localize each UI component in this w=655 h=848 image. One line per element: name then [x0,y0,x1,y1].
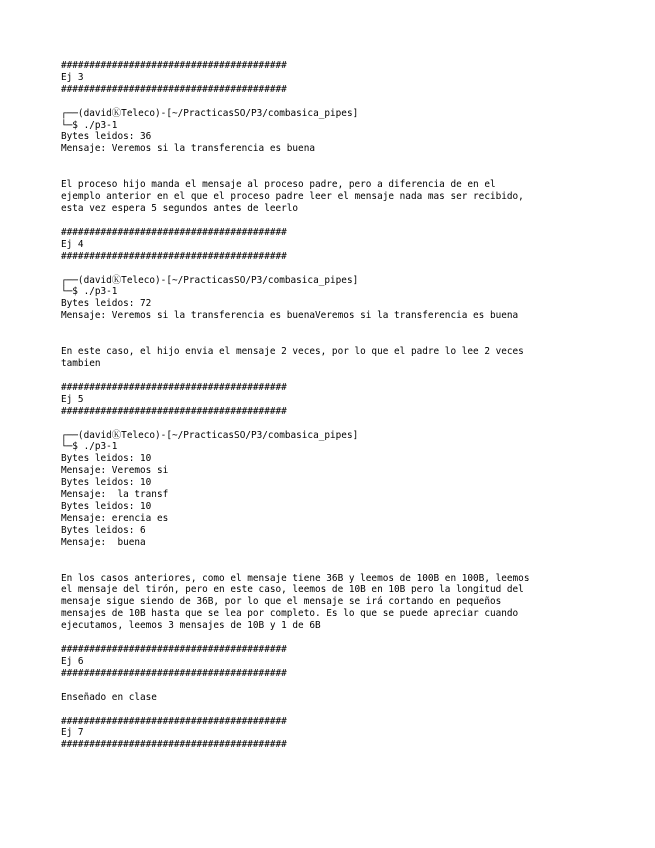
section-rule-bottom: ######################################## [61,739,287,751]
section-rule-bottom: ######################################## [61,405,287,417]
terminal-output-line: Mensaje: Veremos si la transferencia es buena [61,143,315,155]
section-title: Ej 6 [61,655,84,667]
section-rule-top: ######################################## [61,381,287,393]
terminal-prompt: ┌──(davidⓀTeleco)-[~/PracticasSO/P3/combasica_pipes] [61,274,359,286]
explanation-paragraph [61,573,621,632]
paragraph-line: mensajes de 10B hasta que se lea por completo. Es lo que se puede apreciar cuando [61,608,519,620]
terminal-output-line: Bytes leidos: 72 [61,298,152,310]
section-title: Ej 3 [61,71,84,83]
terminal-output-line: Bytes leidos: 10 [61,477,152,489]
terminal-prompt: ┌──(davidⓀTeleco)-[~/PracticasSO/P3/combasica_pipes] [61,429,359,441]
paragraph-line: ejemplo anterior en el que el proceso padre leer el mensaje nada mas ser recibido, [61,191,524,203]
paragraph-line: el mensaje del tirón, pero en este caso, leemos de 10B en 10B pero la longitud del [61,584,524,596]
terminal-prompt: ┌──(davidⓀTeleco)-[~/PracticasSO/P3/combasica_pipes] [61,107,359,119]
section-rule-top: ######################################## [61,226,287,238]
section-title: Ej 4 [61,238,84,250]
section-rule-bottom: ######################################## [61,250,287,262]
section-title: Ej 7 [61,727,84,739]
section-rule-top: ######################################## [61,60,287,71]
section-rule-top: ######################################## [61,643,287,655]
section-rule-top: ######################################## [61,715,287,727]
terminal-output-line: Mensaje: buena [61,536,146,548]
paragraph-line: En este caso, el hijo envia el mensaje 2 veces, por lo que el padre lo lee 2 veces [61,346,524,358]
section-title: Ej 5 [61,393,84,405]
terminal-command: └─$ ./p3-1 [61,286,118,298]
terminal-output-line: Bytes leidos: 10 [61,453,152,465]
terminal-output-line: Bytes leidos: 6 [61,524,146,536]
terminal-output-line: Bytes leidos: 36 [61,131,152,143]
paragraph-line: El proceso hijo manda el mensaje al proceso padre, pero a diferencia de en el [61,179,496,191]
document-page [61,60,621,751]
terminal-output-line: Mensaje: erencia es [61,512,169,524]
terminal-block [61,108,621,156]
explanation-paragraph [61,179,621,215]
paragraph-line: tambien [61,358,101,370]
paragraph-line: esta vez espera 5 segundos antes de leerlo [61,203,299,215]
terminal-command: └─$ ./p3-1 [61,441,118,453]
terminal-command: └─$ ./p3-1 [61,119,118,131]
terminal-output-line: Mensaje: Veremos si [61,465,169,477]
terminal-output-line: Bytes leidos: 10 [61,500,152,512]
section-note: Enseñado en clase [61,691,157,703]
explanation-paragraph [61,346,621,370]
paragraph-line: mensaje sigue siendo de 36B, por lo que el mensaje se irá cortando en pequeños [61,596,502,608]
paragraph-line: ejecutamos, leemos 3 mensajes de 10B y 1 de 6B [61,620,321,632]
section-rule-bottom: ######################################## [61,83,287,95]
terminal-block [61,430,621,549]
section-rule-bottom: ######################################## [61,667,287,679]
terminal-output-line: Mensaje: la transf [61,489,169,501]
paragraph-line: En los casos anteriores, como el mensaje tiene 36B y leemos de 100B en 100B, leemos [61,572,530,584]
terminal-output-line: Mensaje: Veremos si la transferencia es buenaVeremos si la transferencia es buena [61,310,519,322]
terminal-block [61,275,621,323]
